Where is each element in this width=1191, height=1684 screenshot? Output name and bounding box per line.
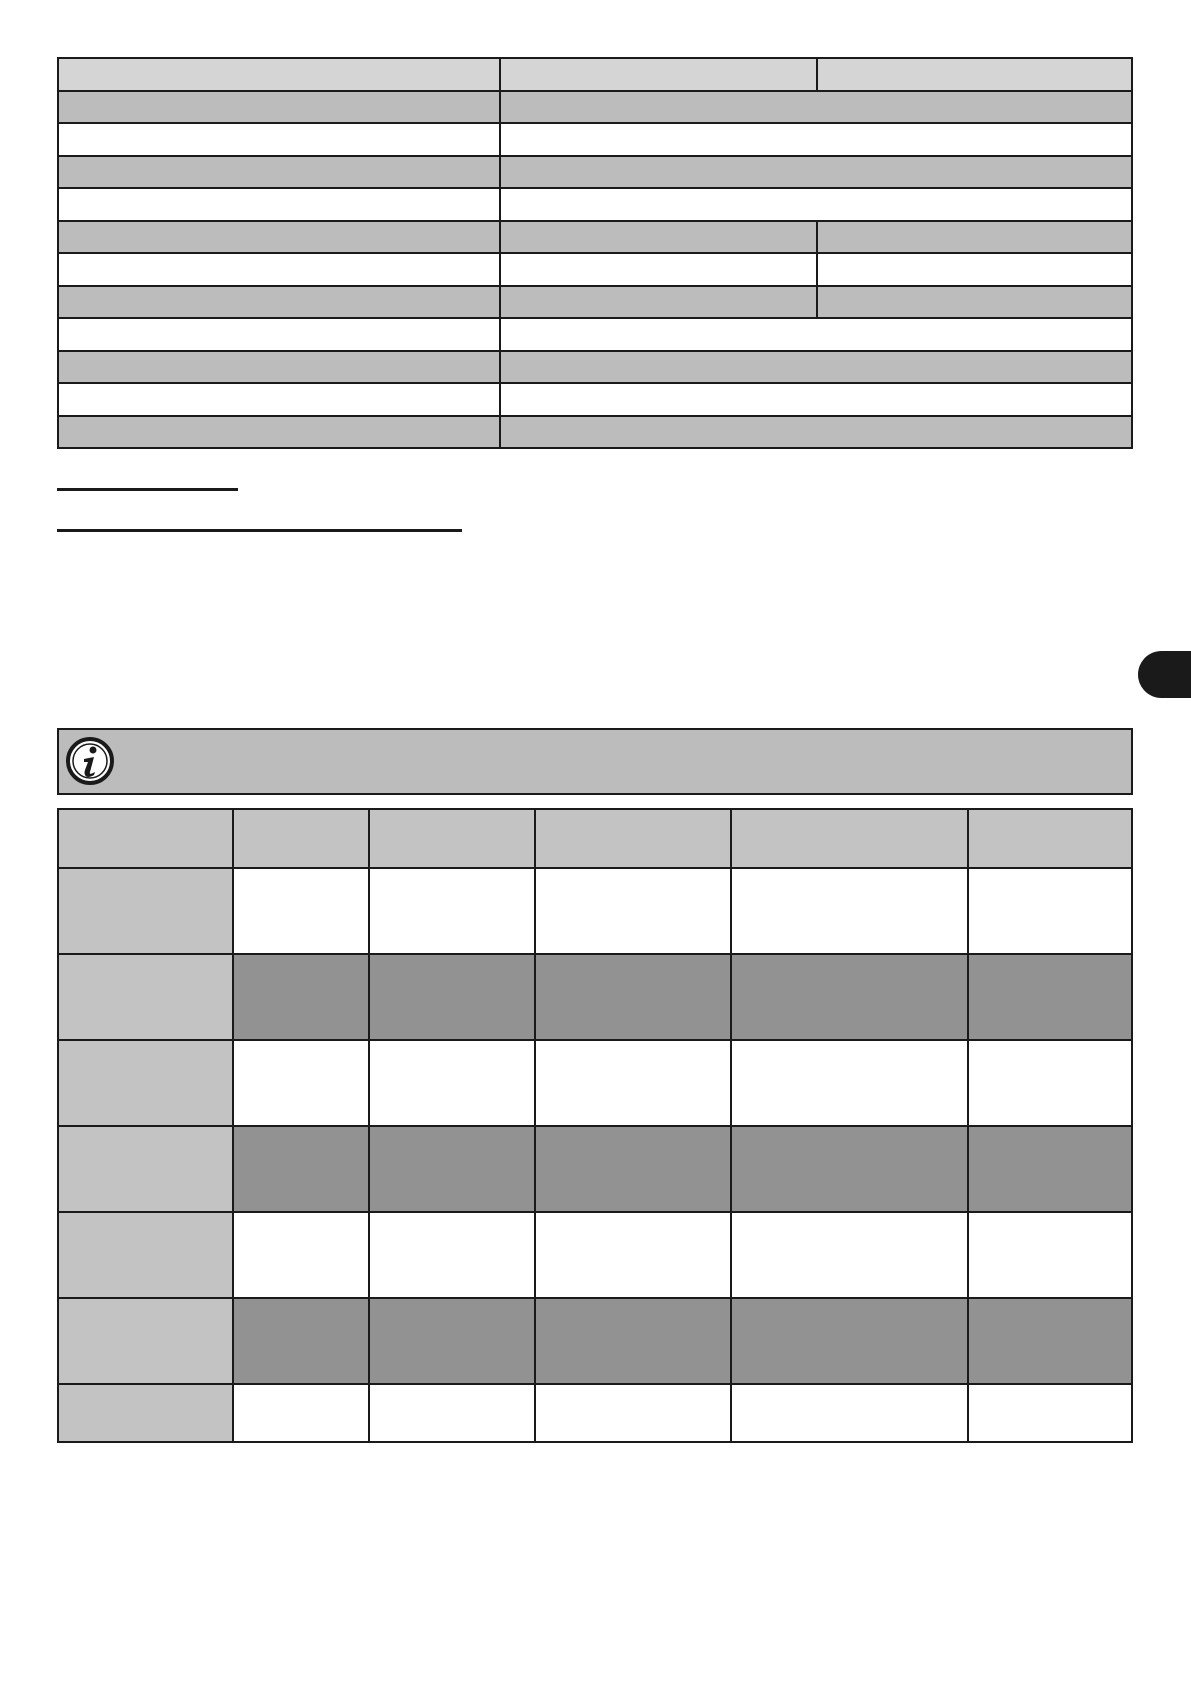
spec-table-cell [500,253,816,286]
spec-table-cell [500,318,1132,351]
comparison-cell [731,868,969,954]
comparison-cell [968,1384,1132,1442]
comparison-cell [369,1126,535,1212]
spec-table-row [58,91,1132,124]
comparison-header-cell [535,809,731,868]
comparison-cell [369,868,535,954]
spec-table-cell [58,253,500,286]
comparison-row-label [58,1212,233,1298]
comparison-cell [535,1126,731,1212]
comparison-cell [968,1126,1132,1212]
comparison-cell [731,1384,969,1442]
chapter-side-tab [1138,651,1191,698]
comparison-cell [968,1298,1132,1384]
comparison-row-label [58,954,233,1040]
comparison-cell [233,1040,370,1126]
spec-table-cell [500,58,816,91]
comparison-cell [968,954,1132,1040]
comparison-row [58,1212,1132,1298]
comparison-cell [731,1212,969,1298]
comparison-cell [233,1212,370,1298]
spec-table-cell [500,156,1132,189]
spec-table-row [58,253,1132,286]
spec-table [57,57,1133,449]
spec-table-cell [58,123,500,156]
spec-table-cell [58,416,500,449]
comparison-cell [535,1298,731,1384]
comparison-header-row [58,809,1132,868]
spec-table-row [58,351,1132,384]
spec-table-row [58,318,1132,351]
comparison-table [57,808,1133,1443]
comparison-row-label [58,868,233,954]
section-heading-rule [57,488,238,491]
spec-table-cell [817,286,1132,319]
comparison-cell [731,1298,969,1384]
comparison-cell [731,1126,969,1212]
comparison-row [58,1384,1132,1442]
spec-table-cell [500,221,816,254]
spec-table-cell [500,188,1132,221]
spec-table-cell [500,123,1132,156]
comparison-cell [535,1040,731,1126]
spec-table-cell [500,383,1132,416]
spec-table-row [58,123,1132,156]
comparison-row [58,1126,1132,1212]
info-icon [65,736,115,786]
comparison-row [58,954,1132,1040]
comparison-cell [233,868,370,954]
info-notice-bar [57,728,1133,795]
spec-table-cell [58,188,500,221]
comparison-cell [968,868,1132,954]
comparison-cell [233,1384,370,1442]
comparison-cell [369,1298,535,1384]
comparison-cell [731,1040,969,1126]
comparison-cell [535,868,731,954]
spec-table-cell [500,286,816,319]
comparison-row-label [58,1298,233,1384]
comparison-cell [369,954,535,1040]
spec-table-row [58,383,1132,416]
spec-table-row [58,156,1132,189]
comparison-cell [233,954,370,1040]
spec-table-cell [58,221,500,254]
spec-table-cell [500,351,1132,384]
comparison-row-label [58,1040,233,1126]
spec-table-cell [58,286,500,319]
comparison-cell [535,1384,731,1442]
comparison-header-cell [731,809,969,868]
spec-table-cell [817,58,1132,91]
comparison-cell [535,1212,731,1298]
spec-table-cell [58,383,500,416]
spec-table-cell [817,221,1132,254]
comparison-cell [968,1040,1132,1126]
spec-table-cell [500,416,1132,449]
comparison-cell [369,1384,535,1442]
spec-table-row [58,221,1132,254]
comparison-cell [369,1040,535,1126]
comparison-header-cell [233,809,370,868]
spec-table-row [58,286,1132,319]
comparison-cell [968,1212,1132,1298]
spec-table-cell [58,91,500,124]
comparison-row [58,1040,1132,1126]
comparison-row [58,868,1132,954]
spec-table-cell [58,318,500,351]
comparison-row [58,1298,1132,1384]
comparison-header-cell [369,809,535,868]
comparison-header-cell [968,809,1132,868]
spec-table-row [58,58,1132,91]
subheading-rule [57,529,462,532]
spec-table-cell [58,58,500,91]
spec-table-row [58,416,1132,449]
comparison-cell [369,1212,535,1298]
comparison-row-label [58,1384,233,1442]
comparison-header-cell [58,809,233,868]
comparison-cell [731,954,969,1040]
comparison-row-label [58,1126,233,1212]
spec-table-cell [817,253,1132,286]
spec-table-cell [58,351,500,384]
spec-table-row [58,188,1132,221]
comparison-cell [535,954,731,1040]
comparison-cell [233,1126,370,1212]
spec-table-cell [500,91,1132,124]
spec-table-cell [58,156,500,189]
comparison-cell [233,1298,370,1384]
